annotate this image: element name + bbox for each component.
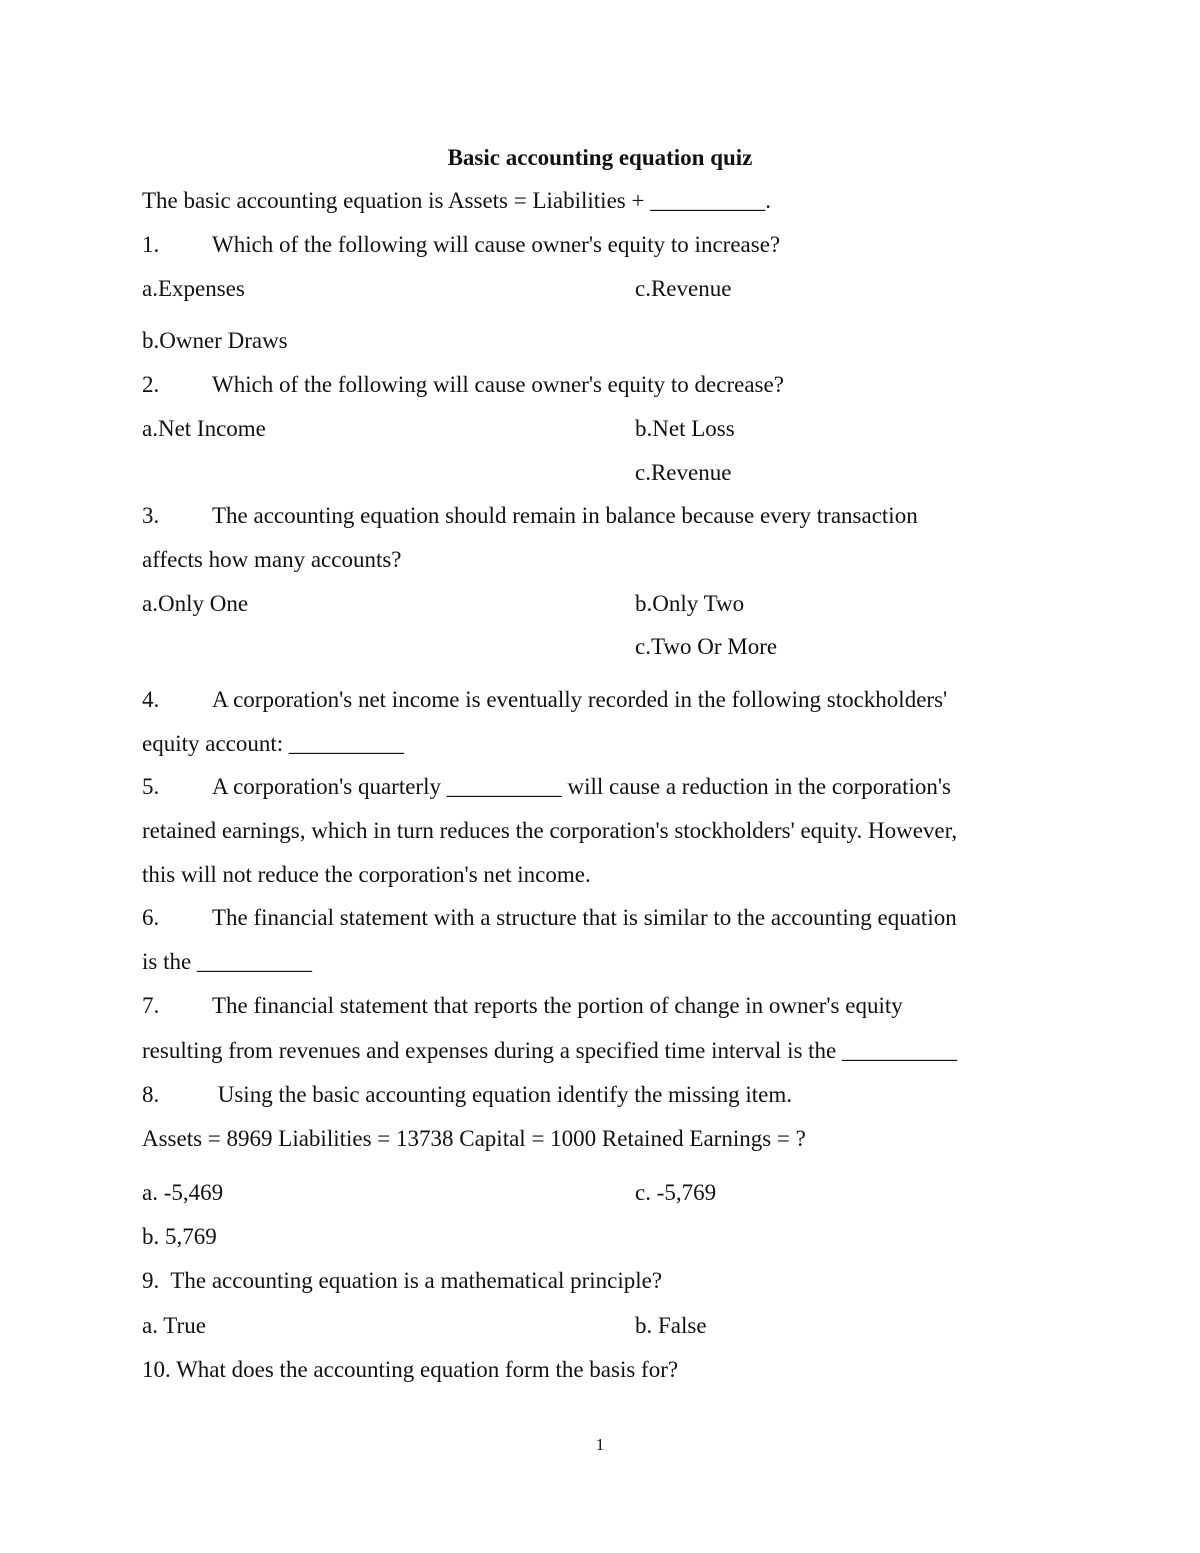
question-4 <box>142 685 947 715</box>
question-text: The financial statement with a structure that is similar to the accounting equation <box>212 905 957 930</box>
question-text-continued: is the __________ <box>142 949 312 974</box>
option-c: c. -5,769 <box>635 1180 717 1205</box>
equation-line: Assets = 8969 Liabilities = 13738 Capital = 1000 Retained Earnings = ? <box>142 1126 806 1151</box>
question-5 <box>142 772 951 802</box>
question-9: 9. The accounting equation is a mathematical principle? <box>142 1268 663 1293</box>
question-6 <box>142 903 957 933</box>
question-text-continued: equity account: __________ <box>142 731 404 756</box>
question-number: 7. <box>142 993 160 1018</box>
option-a: a. -5,469 <box>142 1180 224 1205</box>
question-number: 1. <box>142 232 160 257</box>
option-a: a.Only One <box>142 591 249 616</box>
question-text-continued: this will not reduce the corporation's net income. <box>142 862 591 887</box>
question-text: The accounting equation should remain in balance because every transaction <box>212 503 918 528</box>
option-c: c.Revenue <box>635 276 732 301</box>
option-b: b.Only Two <box>635 591 745 616</box>
question-text: Which of the following will cause owner's equity to increase? <box>212 232 781 257</box>
question-3 <box>142 501 918 531</box>
option-c: c.Revenue <box>635 460 732 485</box>
question-text: Which of the following will cause owner's equity to decrease? <box>212 372 784 397</box>
option-a: a.Expenses <box>142 276 245 301</box>
question-number: 5. <box>142 774 160 799</box>
option-a: a. True <box>142 1313 206 1338</box>
question-7 <box>142 991 903 1021</box>
question-number: 8. <box>142 1082 160 1107</box>
question-8 <box>142 1080 792 1110</box>
page-title: Basic accounting equation quiz <box>447 145 753 170</box>
question-text-continued: affects how many accounts? <box>142 547 402 572</box>
option-b: b.Owner Draws <box>142 328 288 353</box>
option-a: a.Net Income <box>142 416 266 441</box>
option-b: b. False <box>635 1313 707 1338</box>
intro-text: The basic accounting equation is Assets = Liabilities + __________. <box>142 188 771 213</box>
question-1 <box>142 230 780 260</box>
question-10: 10. What does the accounting equation form the basis for? <box>142 1357 679 1382</box>
option-b: b.Net Loss <box>635 416 735 441</box>
question-text-continued: retained earnings, which in turn reduces the corporation's stockholders' equity. However, <box>142 818 958 843</box>
question-number: 3. <box>142 503 160 528</box>
question-text: A corporation's quarterly __________ will cause a reduction in the corporation's <box>212 774 951 799</box>
question-number: 4. <box>142 687 160 712</box>
question-text: The financial statement that reports the portion of change in owner's equity <box>212 993 903 1018</box>
question-2 <box>142 370 784 400</box>
option-b: b. 5,769 <box>142 1224 217 1249</box>
question-text: A corporation's net income is eventually recorded in the following stockholders' <box>212 687 948 712</box>
option-c: c.Two Or More <box>635 634 778 659</box>
question-number: 6. <box>142 905 160 930</box>
question-number: 2. <box>142 372 160 397</box>
question-text: Using the basic accounting equation identify the missing item. <box>212 1082 792 1107</box>
question-text-continued: resulting from revenues and expenses during a specified time interval is the __________ <box>142 1038 958 1063</box>
page-number: 1 <box>595 1435 605 1454</box>
